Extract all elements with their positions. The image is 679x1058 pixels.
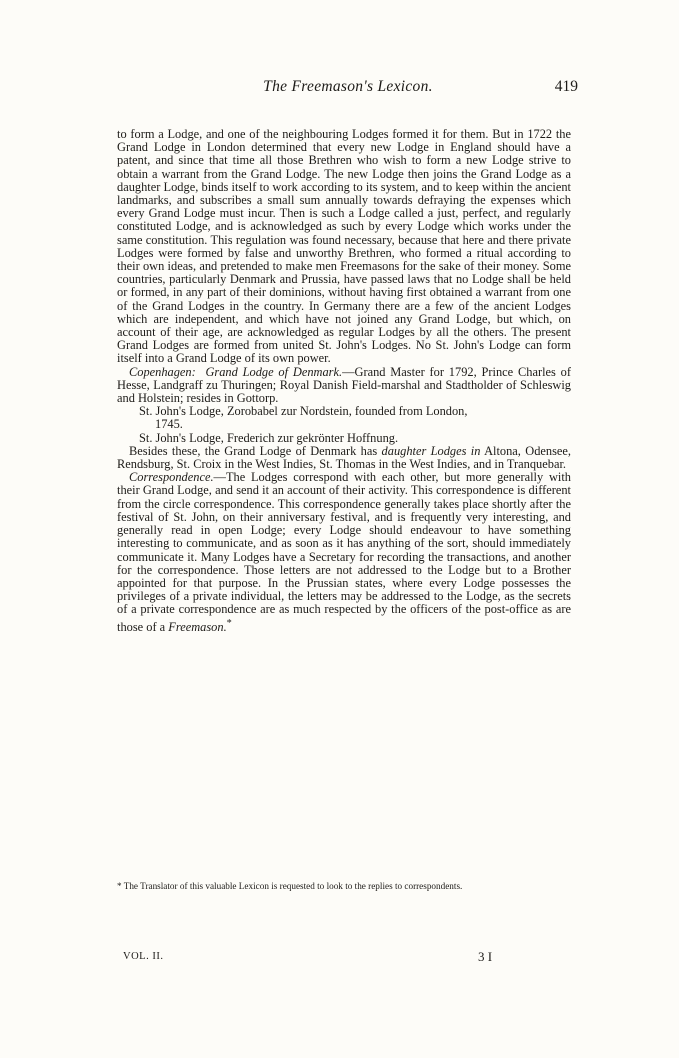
running-title: The Freemason's Lexicon. — [263, 78, 433, 95]
copenhagen-paragraph — [117, 366, 571, 406]
page-header — [118, 78, 578, 100]
volume-mark: VOL. II. — [123, 951, 164, 962]
signature-mark: 3 I — [478, 949, 493, 964]
daughter-lodges-paragraph — [117, 445, 571, 471]
paragraph: to form a Lodge, and one of the neighbouring Lodges formed it for them. But in 1722 the Grand Lodge in London determined that every new Lodge in England should have a patent, and since that time all those Brethren who wish to form a new Lodge strive to obtain a warrant from the Grand Lodge. The new Lodge then joins the Grand Lodge as a daughter Lodge, binds itself to work according to its system, and to keep within the ancient landmarks, and subscribes a small sum annually towards defraying the expenses which every Grand Lodge must incur. Then is such a Lodge called a just, perfect, and regularly constituted Lodge, and is acknowledged as such by every Lodge which works under the same constitution. This regulation was found necessary, because that here and there private Lodges were formed by false and unworthy Brethren, who formed a ritual according to their own ideas, and pretended to make men Freemasons for the sake of their money. Some countries, particularly Denmark and Prussia, have passed laws that no Lodge shall be held or formed, in any part of their dominions, without having first obtained a warrant from one of the Grand Lodges in the country. In Germany there are a few of the ancient Lodges which are independent, and which have not joined any Grand Lodge, but which, on account of their age, are acknowledged as regular Lodges by all the others. The present Grand Lodges are formed from united St. John's Lodges. No St. John's Lodge can form itself into a Grand Lodge of its own power. — [117, 127, 571, 366]
page-number: 419 — [554, 78, 578, 95]
correspondence-heading: Correspondence. — [129, 470, 214, 485]
daughter-lodges-italic: daughter Lodges in — [381, 443, 481, 458]
footnote-marker: * — [226, 617, 232, 629]
lodge-entry-year: 1745. — [155, 417, 183, 432]
lodge-entry — [117, 405, 571, 418]
correspondence-text: —The Lodges correspond with each other, but more generally with their Grand Lodge, and send it an account of their activity. This correspondence is different from the circle correspondence. This correspondence generally takes place shortly after the festival of St. John, on their anniversary festival, and is frequently very interesting, and generally read in open Lodge; every Lodge should endeavour to have something interesting to communicate, and as soon as it has anything of the sort, should immediately communicate it. Many Lodges have a Secretary for recording the transactions, and another for the correspondence. Those letters are not addressed to the Lodge but to a Brother appointed for that purpose. In the Prussian states, where every Lodge possesses the privileges of a private individual, the letters may be addressed to the Lodge, as the secrets of a private correspondence are as much respected by the officers of the post-office as are those of a — [117, 470, 571, 634]
body-text — [117, 128, 571, 634]
copenhagen-text: —Grand Master for 1792, Prince Charles of Hesse, Landgraff zu Thuringen; Royal Danish Field-marshal and Stadtholder of Schleswig and Holstein; resides in Gottorp. — [117, 364, 571, 406]
lodge-title: Grand Lodge of Denmark. — [205, 364, 343, 379]
lodge-entry-text: St. John's Lodge, Zorobabel zur Nordstein, founded from London, — [139, 404, 468, 419]
correspondence-end: Freemason. — [168, 619, 227, 634]
correspondence-paragraph — [117, 471, 571, 634]
lodge-entry-text: St. John's Lodge, Frederich zur gekrönter Hoffnung. — [139, 430, 399, 445]
daughter-lodges-places: Altona, Odensee, Rendsburg, St. Croix in the West Indies, St. Thomas in the West Indies, and in Tranquebar. — [117, 443, 572, 472]
footnote: * The Translator of this valuable Lexicon is requested to look to the replies to correspondents. — [117, 881, 463, 891]
place-name: Copenhagen: — [129, 364, 196, 379]
daughter-lodges-text: Besides these, the Grand Lodge of Denmark has — [129, 443, 382, 458]
